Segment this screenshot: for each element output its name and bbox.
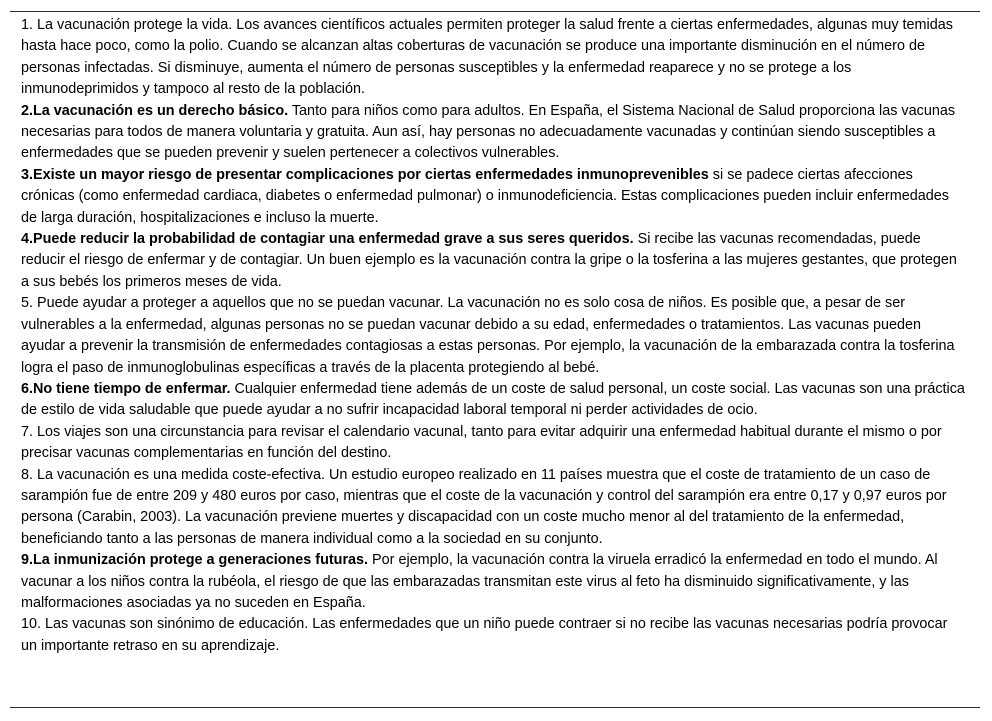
reason-4	[21, 229, 966, 293]
reason-4-text: Si recibe las vacunas recomendadas, puede reducir el riesgo de enfermar y de contagiar. Un buen ejemplo es la vacunación contra la gripe o la tosferina a las mujeres gestantes, que protegen a sus bebés los primeros meses de vida.	[21, 231, 957, 290]
reason-1-text: 1. La vacunación protege la vida. Los avances científicos actuales permiten proteger la salud frente a ciertas enfermedades, algunas muy temidas hasta hace poco, como la polio. Cuando se alcanzan altas coberturas de vacunación se produce una importante disminución en el número de personas infectadas. Si disminuye, aumenta el número de personas susceptibles y la enfermedad reaparece y no se protege a los inmunodeprimidos y tampoco al resto de la población.	[21, 17, 953, 98]
reason-3-title: 3.Existe un mayor riesgo de presentar complicaciones por ciertas enfermedades inmunoprevenibles	[21, 166, 709, 183]
reason-6-title: 6.No tiene tiempo de enfermar.	[21, 380, 231, 397]
reason-10-text: 10. Las vacunas son sinónimo de educación. Las enfermedades que un niño puede contraer si no recibe las vacunas necesarias podría provocar un importante retraso en su aprendizaje.	[21, 616, 948, 654]
reason-3	[21, 165, 966, 229]
reason-8	[21, 465, 966, 551]
reason-9-text: Por ejemplo, la vacunación contra la viruela erradicó la enfermedad en todo el mundo. Al vacunar a los niños contra la rubéola, el riesgo de que las embarazadas transmitan este virus al feto ha disminuido significativamente, y las malformaciones asociadas ya no suceden en España.	[21, 552, 938, 611]
reason-6-text: Cualquier enfermedad tiene además de un coste de salud personal, un coste social. Las vacunas son una práctica de estilo de vida saludable que puede ayudar a no sufrir incapacidad laboral temporal ni perder actividades de ocio.	[21, 380, 965, 419]
reason-8-text: 8. La vacunación es una medida coste-efectiva. Un estudio europeo realizado en 11 países muestra que el coste de tratamiento de un caso de sarampión fue de entre 209 y 480 euros por caso, mientras que el coste de la vacunación y control del sarampión era entre 0,17 y 0,97 euros por persona (Carabin, 2003). La vacunación previene muertes y discapacidad con un coste mucho menor al del tratamiento de la enfermedad, beneficiando tanto a las personas de manera individual como a la sociedad en su conjunto.	[21, 466, 947, 547]
reason-3-text: si se padece ciertas afecciones crónicas (como enfermedad cardiaca, diabetes o enfermedad pulmonar) o inmunodeficiencia. Estas complicaciones pueden incluir enfermedades de larga duración, hospitalizaciones e incluso la muerte.	[21, 166, 949, 226]
reason-5-text: 5. Puede ayudar a proteger a aquellos que no se puedan vacunar. La vacunación no es solo cosa de niños. Es posible que, a pesar de ser vulnerables a la enfermedad, algunas personas no se puedan vacunar debido a su edad, enfermedades o tratamientos. Las vacunas pueden ayudar a prevenir la transmisión de enfermedades contagiosas a estas personas. Por ejemplo, la vacunación de la embarazada contra la tosferina logra el paso de inmunoglobulinas específicas a través de la placenta protegiendo al bebé.	[21, 295, 955, 376]
reason-7-text: 7. Los viajes son una circunstancia para revisar el calendario vacunal, tanto para evitar adquirir una enfermedad habitual durante el mismo o por precisar vacunas complementarias en función del destino.	[21, 423, 942, 462]
reason-2-text: Tanto para niños como para adultos. En España, el Sistema Nacional de Salud proporciona las vacunas necesarias para todos de manera voluntaria y gratuita. Aun así, hay personas no adecuadamente vacunadas y continúan siendo susceptibles a enfermedades que se pueden prevenir y suelen pertenecer a colectivos vulnerables.	[21, 102, 956, 162]
reason-7	[21, 422, 966, 465]
reasons-table	[10, 11, 980, 708]
reason-1	[21, 15, 966, 101]
reason-9-title: 9.La inmunización protege a generaciones futuras.	[21, 552, 369, 569]
reasons-cell	[21, 15, 966, 657]
reason-5	[21, 293, 966, 379]
reason-2-title: 2.La vacunación es un derecho básico.	[21, 102, 289, 119]
reason-10	[21, 614, 966, 657]
reason-2	[21, 101, 966, 165]
reason-4-title: 4.Puede reducir la probabilidad de contagiar una enfermedad grave a sus seres queridos.	[21, 231, 634, 248]
reason-9	[21, 550, 966, 614]
reason-6	[21, 379, 966, 422]
